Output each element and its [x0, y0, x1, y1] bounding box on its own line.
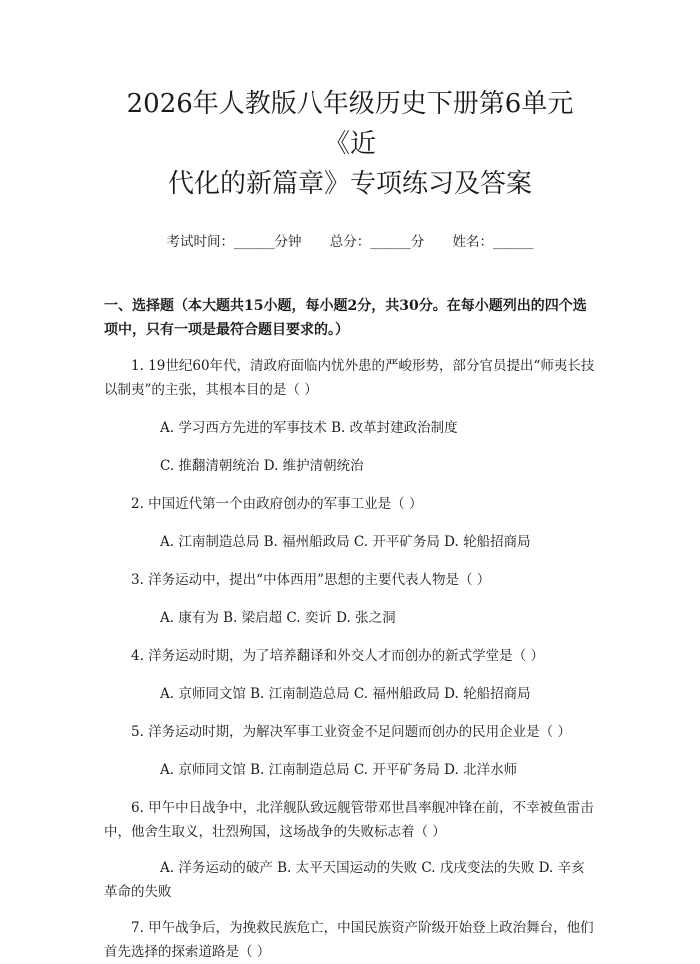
- question-3: 3. 洋务运动中，提出“中体西用”思想的主要代表人物是（ ）: [131, 572, 491, 588]
- question-6: 6. 甲午中日战争中，北洋舰队致远舰管带邓世昌率舰冲锋在前，不幸被鱼雷击中，他舍生取义，壮烈殉国，这场战争的失败标志着（ ）: [104, 800, 594, 840]
- question-2: 2. 中国近代第一个由政府创办的军事工业是（ ）: [131, 496, 423, 512]
- exam-info: [104, 232, 596, 252]
- name-field: 姓名：______: [452, 234, 534, 250]
- question-4: 4. 洋务运动时期，为了培养翻译和外交人才而创办的新式学堂是（ ）: [131, 648, 544, 664]
- question-2-options: A. 江南制造总局 B. 福州船政局 C. 开平矿务局 D. 轮船招商局: [160, 534, 531, 550]
- total-score-field: 总分：______分: [329, 234, 425, 250]
- title-line-1: 2026年人教版八年级历史下册第6单元《近: [126, 89, 574, 159]
- question-1: 1. 19世纪60年代，清政府面临内忧外患的严峻形势，部分官员提出“师夷长技以制夷”的主张，其根本目的是（ ）: [104, 358, 595, 398]
- exam-time-field: 考试时间：______分钟: [166, 234, 302, 250]
- title-line-2: 代化的新篇章》专项练习及答案: [167, 169, 532, 199]
- question-5-options: A. 京师同文馆 B. 江南制造总局 C. 开平矿务局 D. 北洋水师: [160, 762, 518, 778]
- question-5: 5. 洋务运动时期，为解决军事工业资金不足问题而创办的民用企业是（ ）: [131, 724, 571, 740]
- question-7: 7. 甲午战争后，为挽救民族危亡，中国民族资产阶级开始登上政治舞台，他们首先选择的探索道路是（ ）: [104, 920, 594, 960]
- question-3-options: A. 康有为 B. 梁启超 C. 奕䜣 D. 张之洞: [160, 610, 396, 626]
- question-1-options-c-d: C. 推翻清朝统治 D. 维护清朝统治: [160, 458, 364, 474]
- document-title: [104, 0, 596, 204]
- question-1-options-a-b: A. 学习西方先进的军事技术 B. 改革封建政治制度: [160, 420, 458, 436]
- section-heading: 一、选择题（本大题共15小题，每小题2分，共30分。在每小题列出的四个选项中，只有一项是最符合题目要求的。）: [104, 298, 587, 338]
- question-6-options: A. 洋务运动的破产 B. 太平天国运动的失败 C. 戊戌变法的失败 D. 辛亥革命的失败: [104, 860, 585, 900]
- question-4-options: A. 京师同文馆 B. 江南制造总局 C. 福州船政局 D. 轮船招商局: [160, 686, 531, 702]
